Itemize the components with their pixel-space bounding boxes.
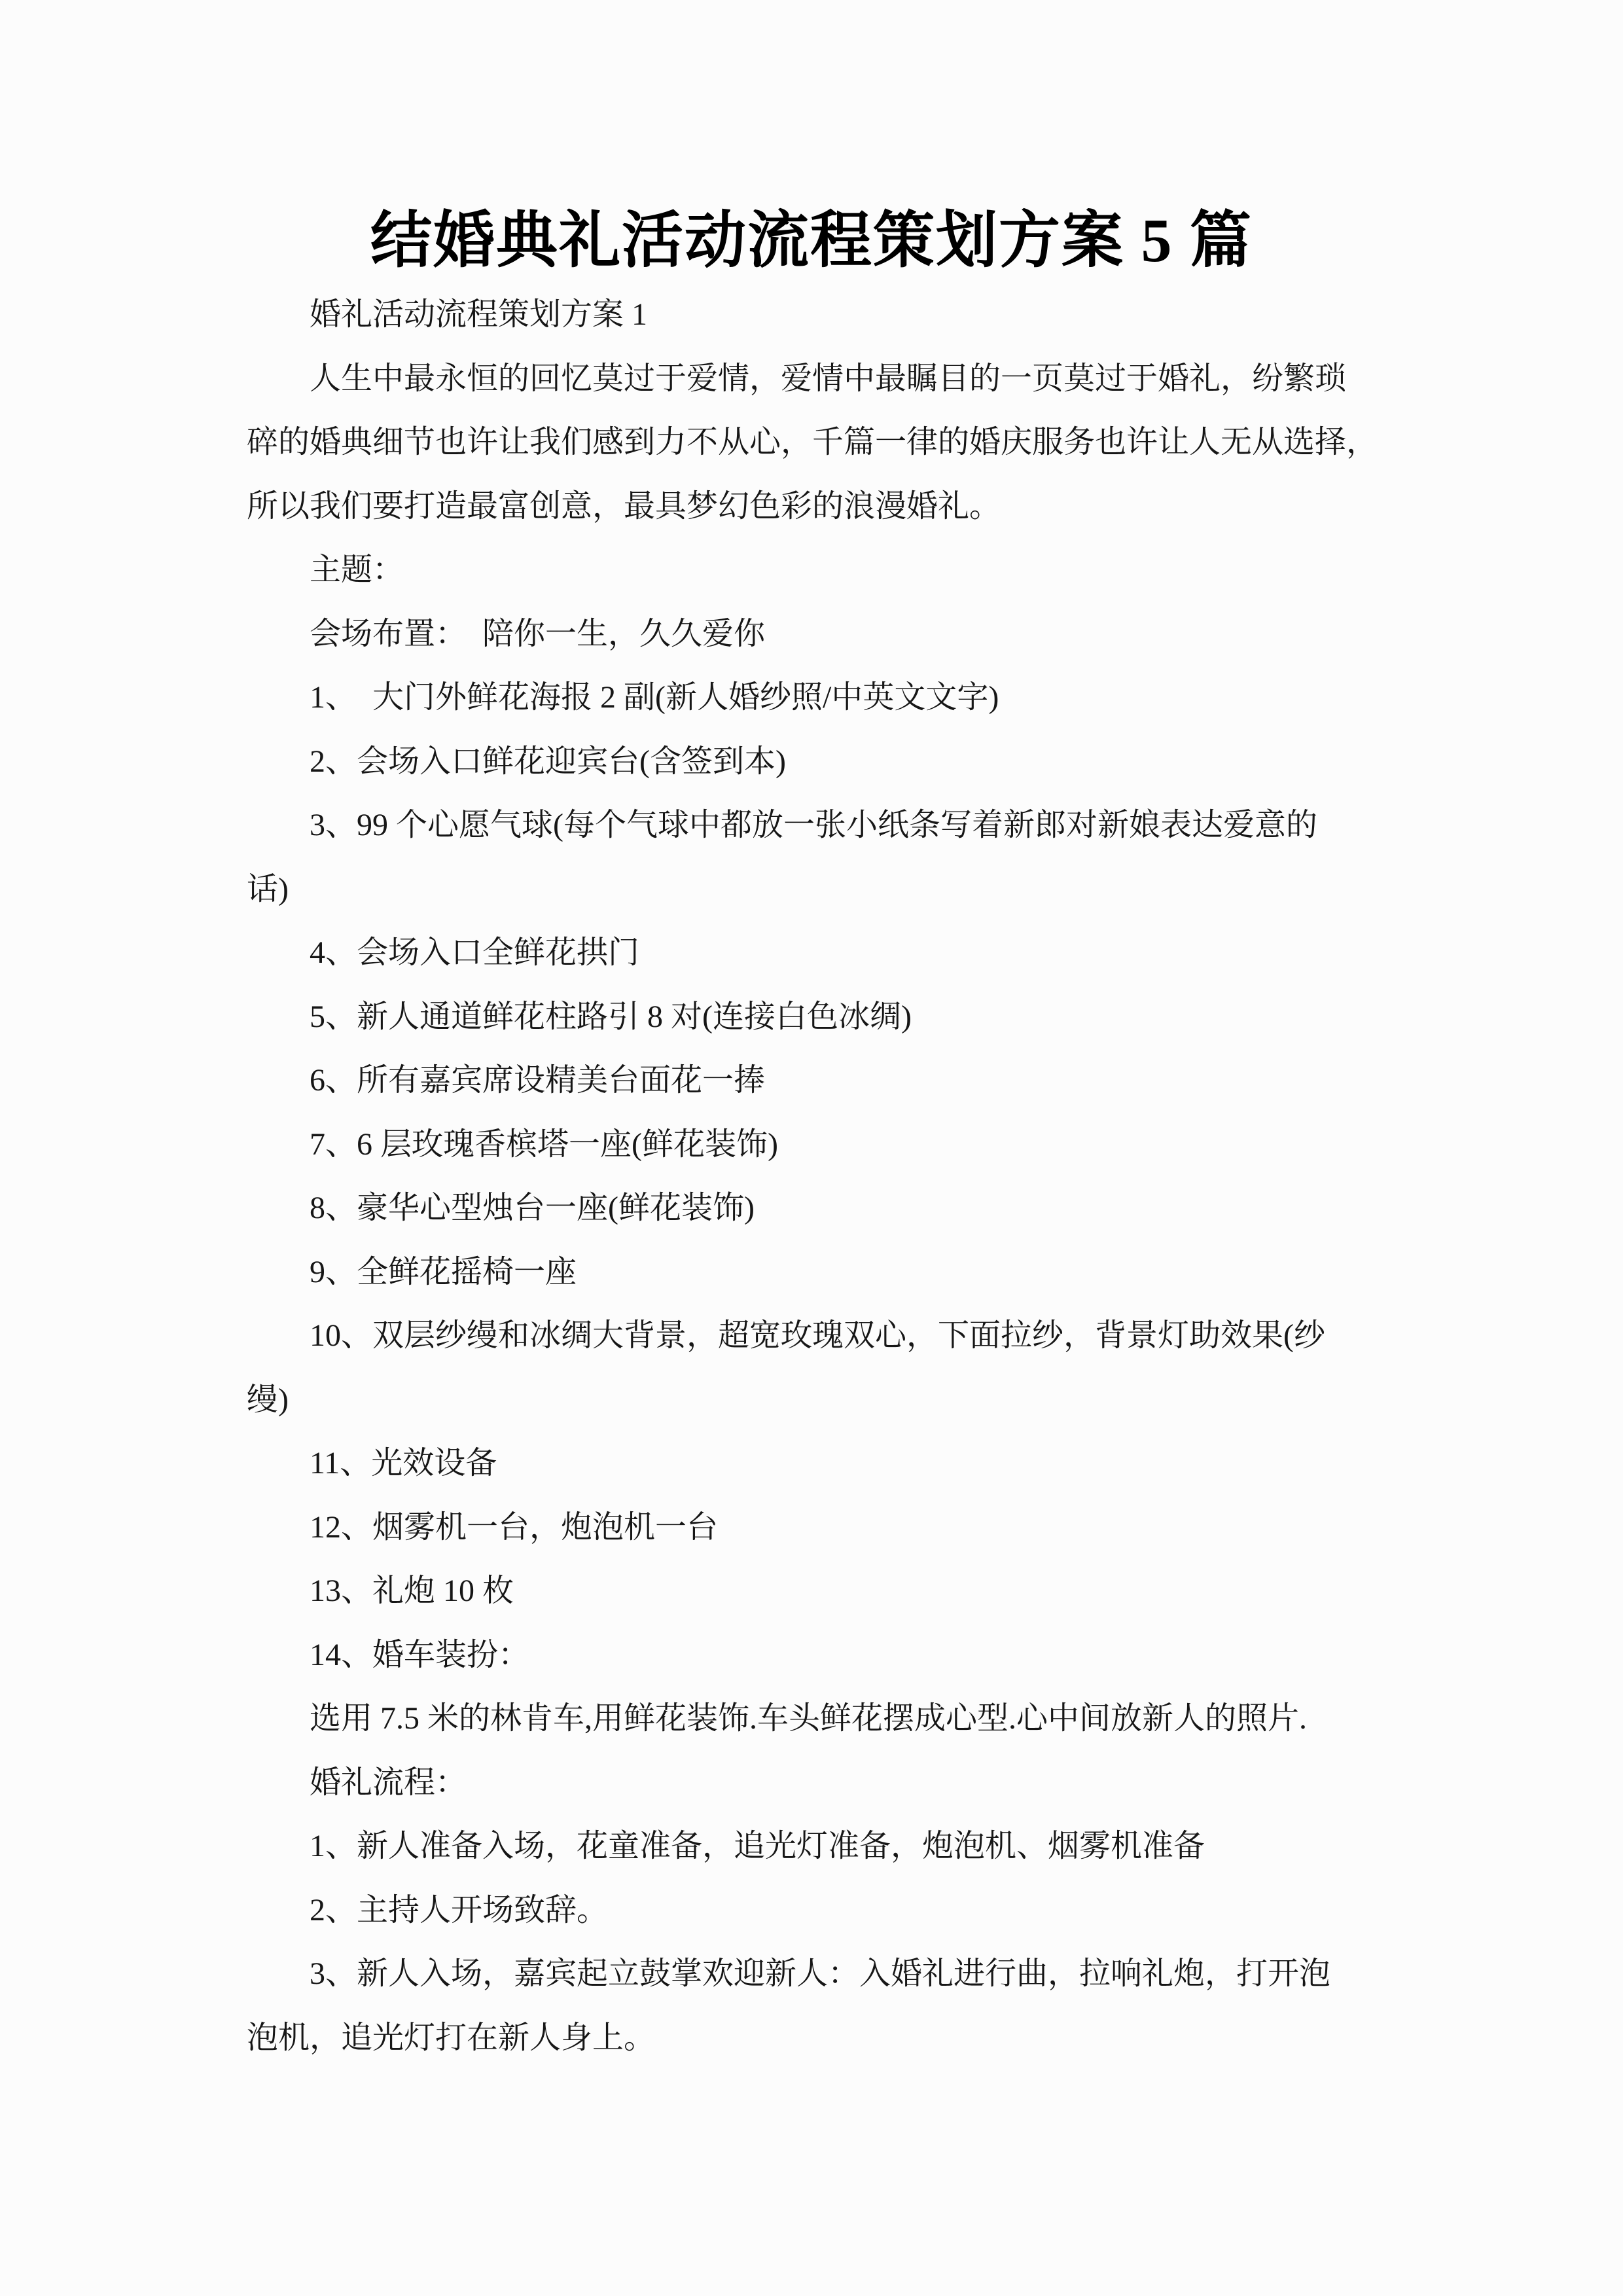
- text-line: 所以我们要打造最富创意，最具梦幻色彩的浪漫婚礼。: [247, 488, 1001, 524]
- document-title: 结婚典礼活动流程策划方案 5 篇: [370, 207, 1253, 275]
- text-line: 4、会场入口全鲜花拱门: [310, 935, 640, 970]
- text-line: 2、会场入口鲜花迎宾台(含签到本): [310, 744, 786, 779]
- text-line: 6、所有嘉宾席设精美台面花一捧: [310, 1063, 766, 1098]
- text-line: 8、豪华心型烛台一座(鲜花装饰): [310, 1191, 755, 1225]
- text-line: 12、烟雾机一台，炮泡机一台: [310, 1509, 719, 1545]
- text-line: 2、主持人开场致辞。: [310, 1892, 609, 1928]
- text-line: 婚礼活动流程策划方案 1: [310, 297, 648, 332]
- text-line: 泡机，追光灯打在新人身上。: [247, 2020, 656, 2055]
- text-line: 缦): [247, 1382, 289, 1417]
- text-line: 11、光效设备: [310, 1446, 497, 1480]
- text-line: 3、99 个心愿气球(每个气球中都放一张小纸条写着新郎对新娘表达爱意的: [310, 808, 1317, 842]
- text-line: 13、礼炮 10 枚: [310, 1573, 514, 1608]
- text-line: 选用 7.5 米的林肯车,用鲜花装饰.车头鲜花摆成心型.心中间放新人的照片.: [310, 1701, 1308, 1736]
- text-line: 9、全鲜花摇椅一座: [310, 1254, 577, 1289]
- text-line: 7、6 层玫瑰香槟塔一座(鲜花装饰): [310, 1126, 778, 1162]
- text-line: 14、婚车装扮：: [310, 1637, 530, 1672]
- text-line: 10、双层纱缦和冰绸大背景，超宽玫瑰双心，下面拉纱，背景灯助效果(纱: [310, 1318, 1325, 1353]
- text-line: 3、新人入场，嘉宾起立鼓掌欢迎新人：入婚礼进行曲，拉响礼炮，打开泡: [310, 1956, 1331, 1991]
- text-line: 5、新人通道鲜花柱路引 8 对(连接白色冰绸): [310, 999, 912, 1034]
- text-line: 人生中最永恒的回忆莫过于爱情，爱情中最瞩目的一页莫过于婚礼，纷繁琐: [310, 361, 1347, 396]
- document-body: [0, 283, 1402, 2070]
- text-line: 1、 大门外鲜花海报 2 副(新人婚纱照/中英文文字): [310, 680, 999, 715]
- text-line: 会场布置： 陪你一生，久久爱你: [310, 616, 766, 651]
- text-line: 1、新人准备入场，花童准备，追光灯准备，炮泡机、烟雾机准备: [310, 1829, 1205, 1863]
- text-line: 话): [247, 871, 289, 906]
- text-line: 碎的婚典细节也许让我们感到力不从心，千篇一律的婚庆服务也许让人无从选择，: [247, 425, 1378, 459]
- text-line: 婚礼流程：: [310, 1765, 467, 1800]
- text-line: 主题：: [310, 552, 404, 587]
